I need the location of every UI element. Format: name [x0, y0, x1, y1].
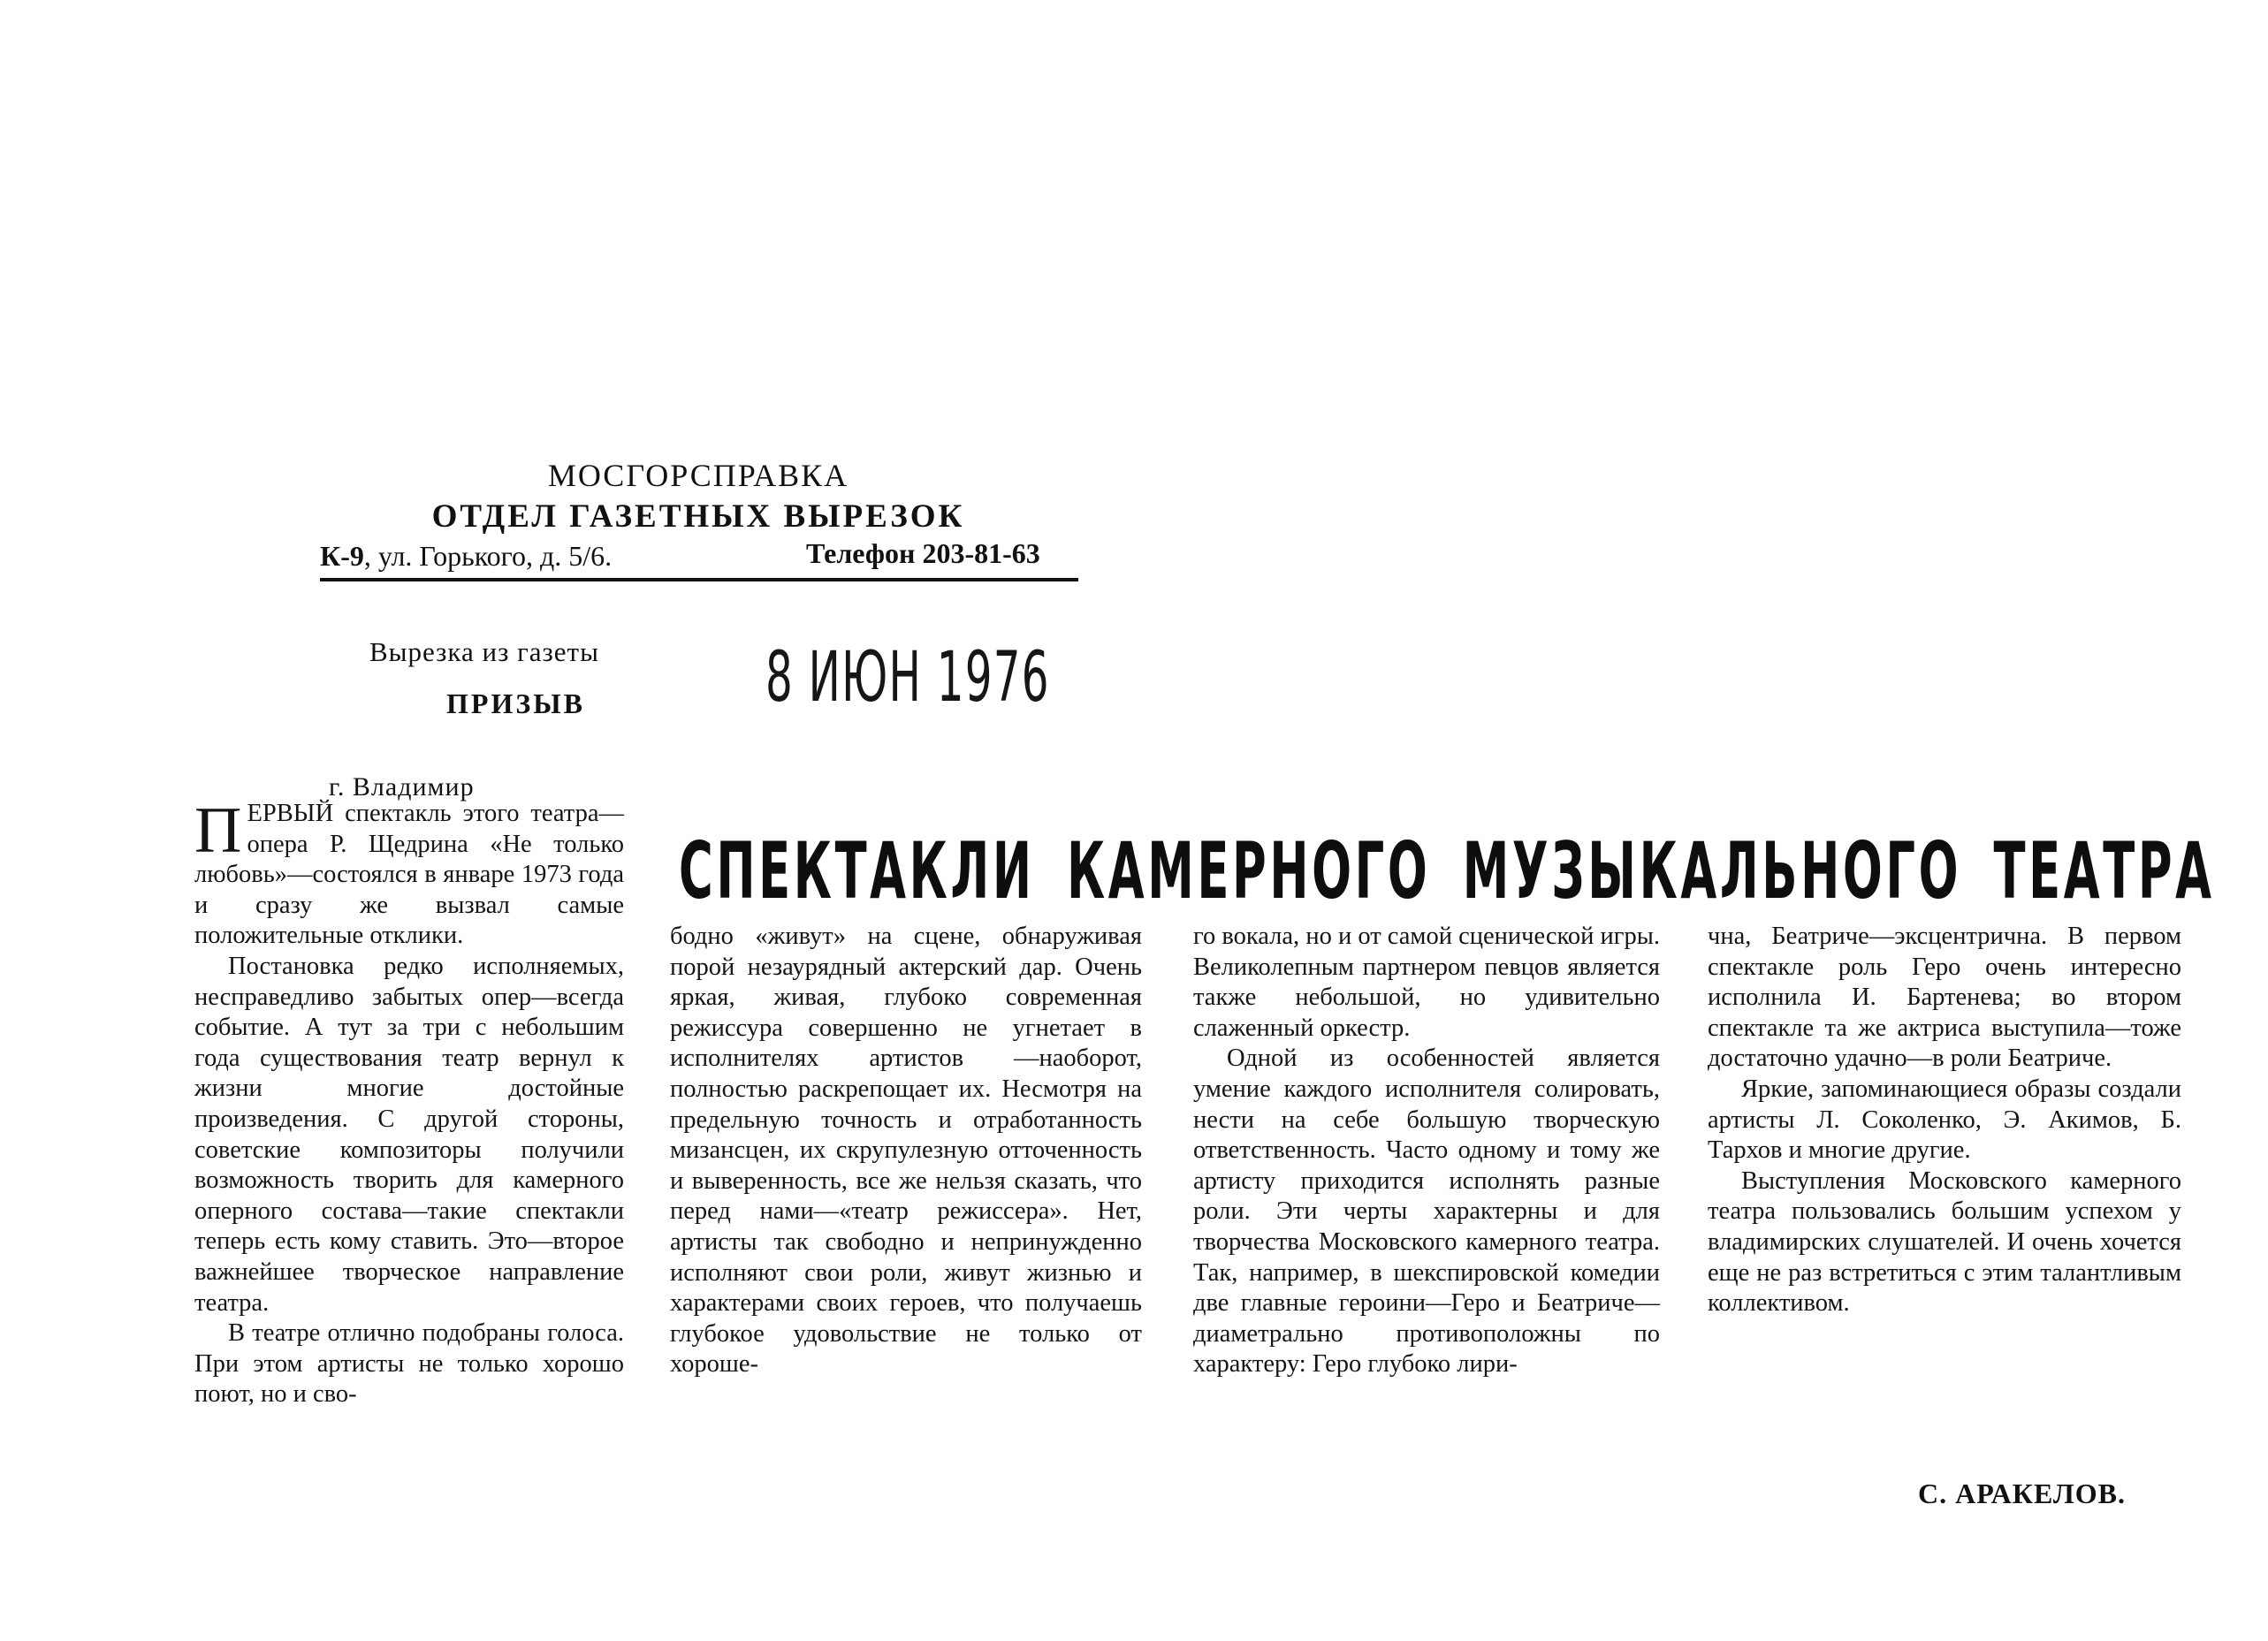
paragraph: го вокала, но и от самой сценической игры. Великолепным партнером певцов является также небольшой, но удивительно слаженный оркестр.	[1193, 923, 1660, 1042]
paragraph: Постановка редко исполняемых, несправедливо забытых опер—всегда событие. А тут за три с небольшим года существования театр вернул к жизни многие достойные произведения. С другой стороны, советские композиторы получили возможность творить для камерного оперного состава—такие спектакли теперь есть кому ставить. Это—второе важнейшее творческое направление театра.	[194, 952, 624, 1317]
agency-phone: Телефон 203-81-63	[806, 537, 1040, 569]
paragraph-text: ЕРВЫЙ спектакль этого театра—опера Р. Щедрина «Не только любовь»—состоялся в январе 1973 года и сразу же вызвал самые положительные отклики.	[194, 800, 624, 950]
newspaper-city: г. Владимир	[329, 772, 475, 802]
header-divider	[320, 578, 1078, 581]
newspaper-name: ПРИЗЫВ	[446, 688, 585, 719]
article-column-4	[1708, 922, 2181, 1319]
paragraph: чна, Беатриче—эксцентрична. В первом спектакле роль Геро очень интересно исполнила И. Бартенева; во втором спектакле та же актриса выступила—тоже достаточно удачно—в роли Беатриче.	[1708, 923, 2181, 1073]
article-column-2	[670, 922, 1142, 1380]
article-title: СПЕКТАКЛИ КАМЕРНОГО МУЗЫКАЛЬНОГО ТЕАТРА	[679, 825, 2215, 916]
drop-cap: П	[194, 794, 242, 867]
article-author: С. АРАКЕЛОВ.	[1918, 1478, 2126, 1509]
clipping-label: Вырезка из газеты	[369, 636, 599, 667]
paragraph	[194, 794, 624, 952]
article-column-3	[1193, 922, 1660, 1380]
postal-code: К-9	[320, 540, 364, 572]
paragraph: Одной из особенностей является умение каждого исполнителя солировать, нести на себе большую творческую ответственность. Часто одному и тому же артисту приходится исполнять разные роли. Эти черты характерны и для творчества Московского камерного театра. Так, например, в шекспировской комедии две главные героини—Геро и Беатриче—диаметрально противоположны по характеру: Геро глубоко лири-	[1193, 1045, 1660, 1379]
street-address: , ул. Горького, д. 5/6.	[363, 540, 613, 572]
date-stamp: 8 ИЮН 1976	[765, 638, 1050, 718]
paragraph: Яркие, запоминающиеся образы создали артисты Л. Соколенко, Э. Акимов, Б. Тархов и многие другие.	[1708, 1075, 2181, 1165]
agency-address	[320, 540, 612, 573]
agency-name: МОСГОРСПРАВКА	[547, 458, 849, 493]
paragraph: бодно «живут» на сцене, обнаруживая порой незаурядный актерский дар. Очень яркая, живая, глубоко современная режиссура совершенно не угнетает в исполнителях артистов —наоборот, полностью раскрепощает их. Несмотря на предельную точность и отработанность мизансцен, их скрупулезную отточенность и выверенность, все же нельзя сказать, что перед нами—«театр режиссера». Нет, артисты так свободно и непринужденно исполняют свои роли, живут жизнью и характерами своих героев, что получаешь глубокое удовольствие не только от хороше-	[670, 923, 1142, 1379]
department-name: ОТДЕЛ ГАЗЕТНЫХ ВЫРЕЗОК	[431, 498, 965, 535]
paragraph: Выступления Московского камерного театра пользовались большим успехом у владимирских слушателей. И очень хочется еще не раз встретиться с этим талантливым коллективом.	[1708, 1166, 2181, 1318]
paragraph: В театре отлично подобраны голоса. При этом артисты не только хорошо поют, но и сво-	[194, 1319, 624, 1409]
article-column-1	[194, 794, 624, 1410]
